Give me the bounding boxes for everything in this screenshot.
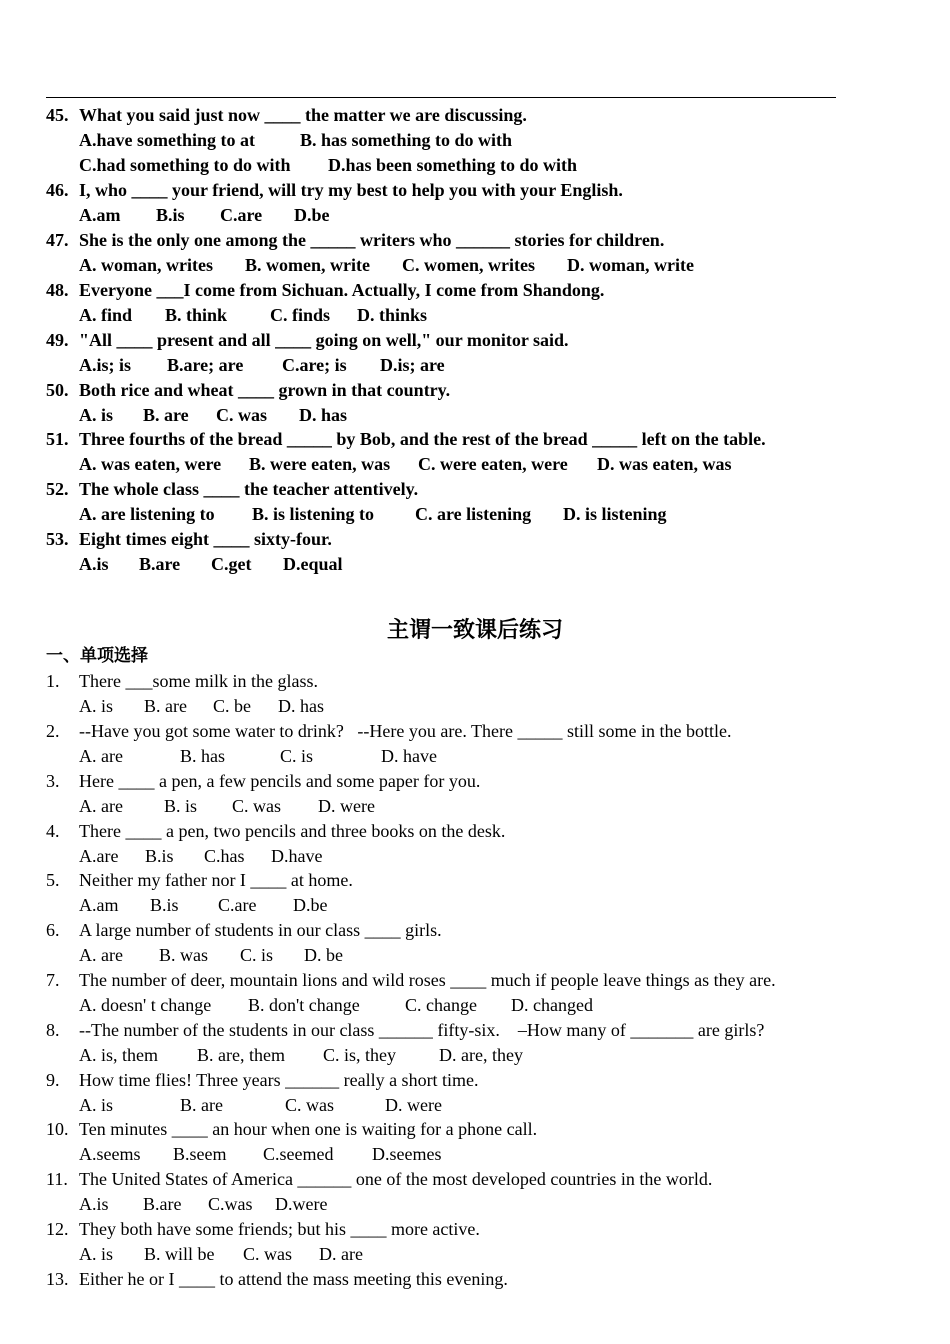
question-text: Everyone ___I come from Sichuan. Actually, I come from Shandong. <box>79 280 605 300</box>
option: C. women, writes <box>402 255 535 275</box>
option: D. are <box>319 1244 363 1264</box>
option: A. is <box>79 1244 114 1264</box>
option: D. have <box>381 746 437 766</box>
options-row <box>79 944 343 966</box>
question-text: There ____ a pen, two pencils and three books on the desk. <box>79 821 506 841</box>
option: A. are <box>79 746 123 766</box>
option: C. was <box>216 405 268 425</box>
question-text: Either he or I ____ to attend the mass meeting this evening. <box>79 1269 508 1289</box>
options-row <box>79 894 328 916</box>
option: B. is <box>164 796 198 816</box>
question-number: 5. <box>46 870 60 890</box>
option: D. were <box>318 796 375 816</box>
options-row <box>79 745 437 767</box>
question-number: 47. <box>46 230 69 250</box>
question-number: 52. <box>46 479 69 499</box>
question-text: Both rice and wheat ____ grown in that country. <box>79 380 451 400</box>
option: C. was <box>285 1095 334 1115</box>
option: A. are <box>79 796 123 816</box>
question-text: A large number of students in our class ____ girls. <box>79 920 442 940</box>
question-text: --Have you got some water to drink? --Here you are. There _____ still some in the bottle. <box>79 721 732 741</box>
question-number: 10. <box>46 1119 69 1139</box>
question-text: Neither my father nor I ____ at home. <box>79 870 353 890</box>
option: A.is; is <box>79 355 132 375</box>
option: B. is listening to <box>252 504 375 524</box>
option: B.is <box>156 205 185 225</box>
question-number: 12. <box>46 1219 69 1239</box>
options-row <box>79 994 593 1016</box>
option: C. is <box>280 746 314 766</box>
question-number: 50. <box>46 380 69 400</box>
options-row <box>79 695 324 717</box>
options-row <box>79 845 322 867</box>
option: B. will be <box>144 1244 215 1264</box>
options-row <box>79 129 512 151</box>
option: B. has <box>180 746 225 766</box>
option: B. are <box>180 1095 223 1115</box>
option: A. woman, writes <box>79 255 213 275</box>
option: C.are; is <box>282 355 347 375</box>
option: B. was <box>159 945 208 965</box>
question-number: 45. <box>46 105 69 125</box>
option: C. was <box>232 796 281 816</box>
option: B.is <box>145 846 174 866</box>
option: A. find <box>79 305 133 325</box>
option: B. women, write <box>245 255 370 275</box>
options-row <box>79 1243 363 1265</box>
option: D.were <box>275 1194 328 1214</box>
option: A.have something to at <box>79 130 255 150</box>
option: B. think <box>165 305 228 325</box>
option: D.is; are <box>380 355 445 375</box>
option: A. is <box>79 1095 114 1115</box>
option: D.has been something to do with <box>328 155 578 175</box>
option: D.be <box>294 205 330 225</box>
option: D. has <box>278 696 324 716</box>
question-text: How time flies! Three years ______ really a short time. <box>79 1070 479 1090</box>
options-row <box>79 795 375 817</box>
option: A.am <box>79 895 119 915</box>
option: C.are <box>220 205 263 225</box>
question-text: Ten minutes ____ an hour when one is waiting for a phone call. <box>79 1119 538 1139</box>
question-text: --The number of the students in our class ______ fifty-six. –How many of _______ are girls? <box>79 1020 765 1040</box>
question-text: Here ____ a pen, a few pencils and some paper for you. <box>79 771 481 791</box>
options-row <box>79 1044 523 1066</box>
option: A. are <box>79 945 123 965</box>
options-row <box>79 304 427 326</box>
question-number: 7. <box>46 970 60 990</box>
question-text: They both have some friends; but his ____ more active. <box>79 1219 480 1239</box>
question-text: She is the only one among the _____ writers who ______ stories for children. <box>79 230 665 250</box>
option: C. change <box>405 995 477 1015</box>
question-number: 53. <box>46 529 69 549</box>
options-row <box>79 154 577 176</box>
question-number: 9. <box>46 1070 60 1090</box>
question-number: 8. <box>46 1020 60 1040</box>
option: C.had something to do with <box>79 155 291 175</box>
question-text: The whole class ____ the teacher attentively. <box>79 479 419 499</box>
question-text: Eight times eight ____ sixty-four. <box>79 529 332 549</box>
option: B.are <box>139 554 181 574</box>
section-heading: 一、单项选择 <box>46 646 148 666</box>
question-text: I, who ____ your friend, will try my best to help you with your English. <box>79 180 623 200</box>
option: D.have <box>271 846 323 866</box>
option: A.are <box>79 846 119 866</box>
question-number: 46. <box>46 180 69 200</box>
question-number: 49. <box>46 330 69 350</box>
option: C. is <box>240 945 274 965</box>
option: A.seems <box>79 1144 141 1164</box>
top-rule <box>46 97 836 98</box>
option: C.has <box>204 846 245 866</box>
question-number: 48. <box>46 280 69 300</box>
options-row <box>79 204 330 226</box>
option: D. woman, write <box>567 255 694 275</box>
option: C. was <box>243 1244 292 1264</box>
question-text: "All ____ present and all ____ going on well," our monitor said. <box>79 330 569 350</box>
question-number: 51. <box>46 429 69 449</box>
options-row <box>79 254 694 276</box>
option: C.get <box>211 554 252 574</box>
options-row <box>79 404 347 426</box>
option: D.equal <box>283 554 343 574</box>
option: A. is <box>79 405 114 425</box>
options-row <box>79 453 732 475</box>
question-number: 1. <box>46 671 60 691</box>
option: B.is <box>150 895 179 915</box>
option: D. were <box>385 1095 442 1115</box>
option: A. are listening to <box>79 504 215 524</box>
options-row <box>79 503 667 525</box>
option: C.was <box>208 1194 253 1214</box>
question-text: There ___some milk in the glass. <box>79 671 318 691</box>
option: D. be <box>304 945 343 965</box>
option: B. were eaten, was <box>249 454 391 474</box>
options-row <box>79 1143 441 1165</box>
question-number: 4. <box>46 821 60 841</box>
section-title: 主谓一致课后练习 <box>386 618 563 643</box>
option: B. are <box>144 696 187 716</box>
option: C. is, they <box>323 1045 397 1065</box>
option: D. are, they <box>439 1045 523 1065</box>
question-number: 3. <box>46 771 60 791</box>
option: C. be <box>213 696 251 716</box>
option: D.seemes <box>372 1144 442 1164</box>
option: A. was eaten, were <box>79 454 222 474</box>
option: B. are, them <box>197 1045 285 1065</box>
option: D. is listening <box>563 504 667 524</box>
option: C. are listening <box>415 504 532 524</box>
option: A.am <box>79 205 121 225</box>
question-text: Three fourths of the bread _____ by Bob, and the rest of the bread _____ left on the table. <box>79 429 766 449</box>
option: B.are; are <box>167 355 244 375</box>
question-number: 13. <box>46 1269 69 1289</box>
question-number: 11. <box>46 1169 68 1189</box>
option: B. has something to do with <box>300 130 513 150</box>
options-row <box>79 1193 327 1215</box>
question-text: What you said just now ____ the matter we are discussing. <box>79 105 527 125</box>
options-row <box>79 354 445 376</box>
option: A. is, them <box>79 1045 158 1065</box>
question-text: The United States of America ______ one of the most developed countries in the world. <box>79 1169 713 1189</box>
option: C.are <box>218 895 257 915</box>
option: A.is <box>79 554 109 574</box>
option: B. are <box>143 405 189 425</box>
option: D.be <box>293 895 328 915</box>
question-text: The number of deer, mountain lions and wild roses ____ much if people leave things as they are. <box>79 970 776 990</box>
option: D. was eaten, was <box>597 454 732 474</box>
option: A.is <box>79 1194 109 1214</box>
question-number: 2. <box>46 721 60 741</box>
option: C. finds <box>270 305 331 325</box>
option: D. changed <box>511 995 593 1015</box>
option: D. has <box>299 405 348 425</box>
option: A. doesn' t change <box>79 995 212 1015</box>
option: C. were eaten, were <box>418 454 568 474</box>
question-number: 6. <box>46 920 60 940</box>
option: C.seemed <box>263 1144 334 1164</box>
option: A. is <box>79 696 114 716</box>
option: B. don't change <box>248 995 360 1015</box>
option: B.are <box>143 1194 182 1214</box>
options-row <box>79 553 343 575</box>
options-row <box>79 1094 442 1116</box>
option: D. thinks <box>357 305 428 325</box>
option: B.seem <box>173 1144 227 1164</box>
